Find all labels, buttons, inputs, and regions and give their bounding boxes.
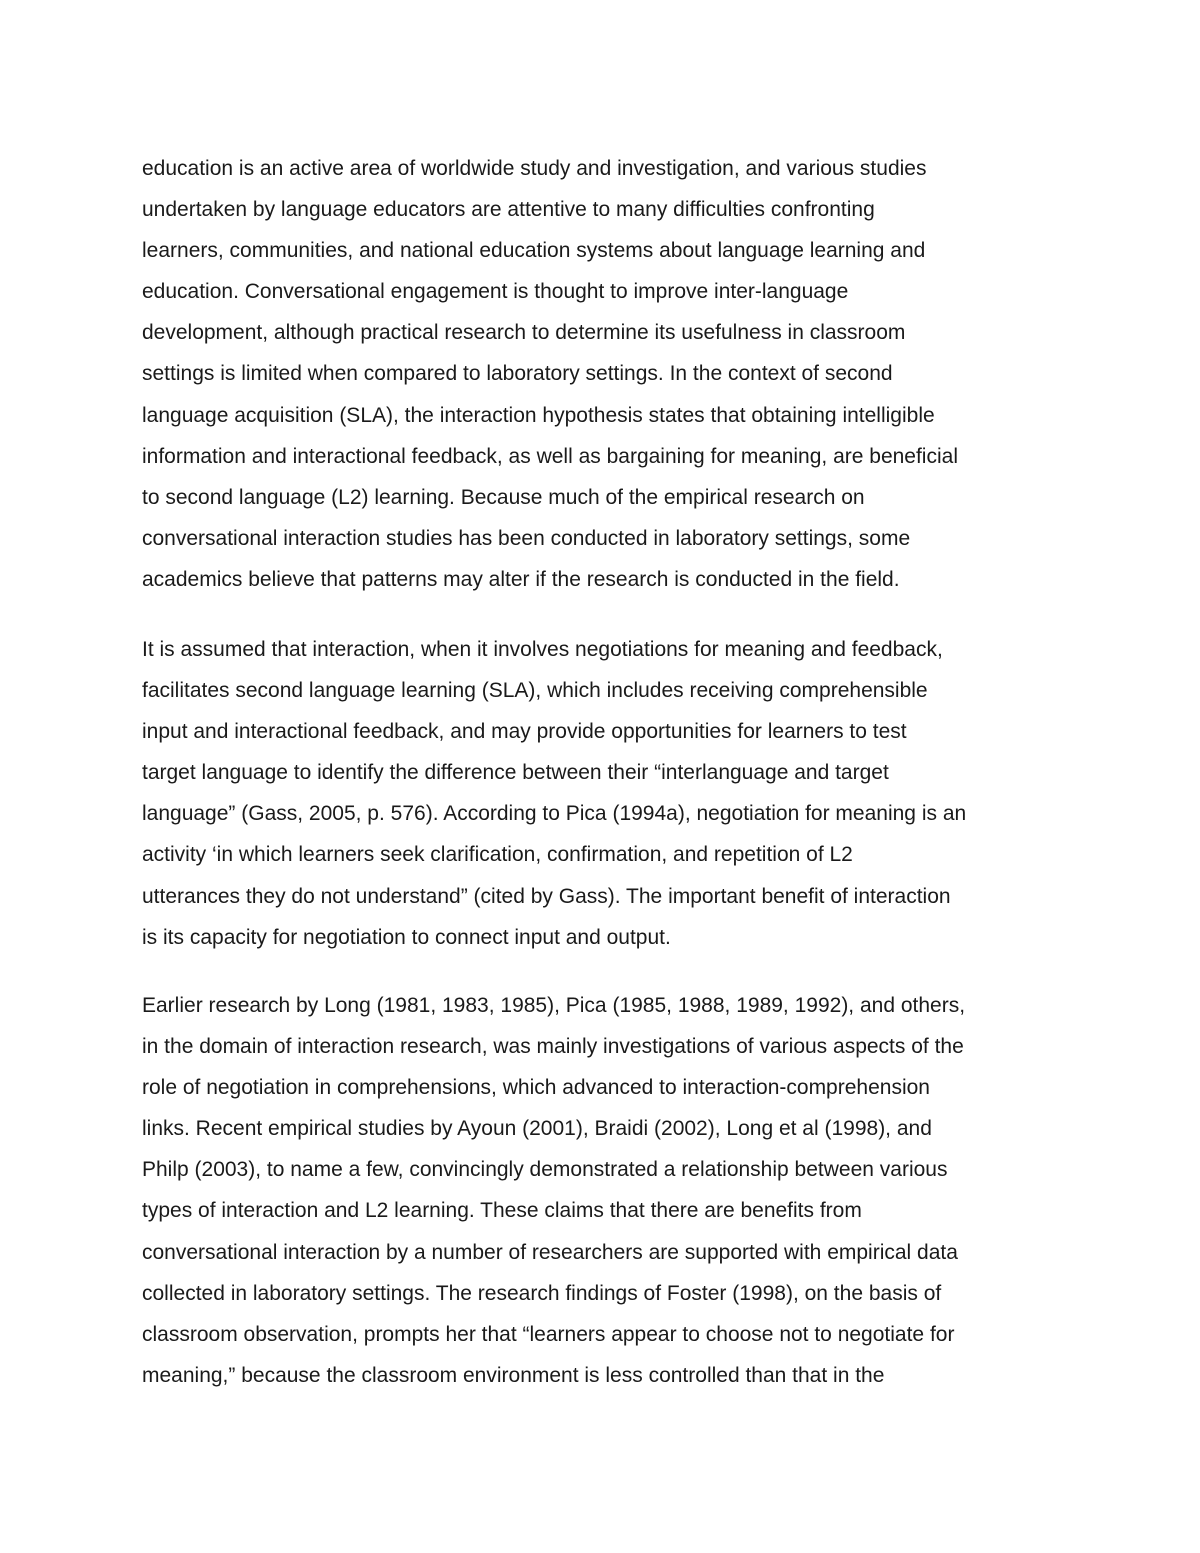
paragraph-line: academics believe that patterns may alter if the research is conducted in the field. [142, 567, 900, 591]
paragraph-line: education. Conversational engagement is thought to improve inter-language [142, 280, 849, 304]
paragraph-line: types of interaction and L2 learning. These claims that there are benefits from [142, 1199, 862, 1223]
paragraph-line: It is assumed that interaction, when it involves negotiations for meaning and feedback, [142, 638, 943, 661]
paragraph-line: activity ‘in which learners seek clarification, confirmation, and repetition of L2 [142, 843, 853, 867]
paragraph-2 [142, 629, 1070, 958]
paragraph-line: role of negotiation in comprehensions, which advanced to interaction-comprehension [142, 1076, 930, 1100]
paragraph-line: classroom observation, prompts her that “learners appear to choose not to negotiate for [142, 1322, 955, 1346]
paragraph-line: input and interactional feedback, and may provide opportunities for learners to test [142, 720, 907, 744]
paragraph-line: in the domain of interaction research, was mainly investigations of various aspects of the [142, 1035, 964, 1059]
paragraph-line: language” (Gass, 2005, p. 576). According to Pica (1994a), negotiation for meaning is an [142, 802, 967, 826]
paragraph-line: education is an active area of worldwide study and investigation, and various studies [142, 157, 927, 180]
paragraph-line: undertaken by language educators are attentive to many difficulties confronting [142, 198, 875, 222]
paragraph-line: facilitates second language learning (SLA), which includes receiving comprehensible [142, 679, 928, 703]
paragraph-line: meaning,” because the classroom environment is less controlled than that in the [142, 1363, 885, 1387]
paragraph-line: settings is limited when compared to laboratory settings. In the context of second [142, 362, 893, 386]
paragraph-line: learners, communities, and national education systems about language learning and [142, 239, 926, 263]
paragraph-line: conversational interaction by a number of researchers are supported with empirical data [142, 1240, 958, 1264]
paragraph-line: development, although practical research to determine its usefulness in classroom [142, 321, 906, 345]
paragraph-line: Philp (2003), to name a few, convincingly demonstrated a relationship between various [142, 1158, 948, 1182]
paragraph-line: collected in laboratory settings. The research findings of Foster (1998), on the basis of [142, 1281, 942, 1305]
paragraph-line: Earlier research by Long (1981, 1983, 1985), Pica (1985, 1988, 1989, 1992), and others, [142, 994, 966, 1017]
paragraph-line: is its capacity for negotiation to connect input and output. [142, 925, 671, 949]
paragraph-line: target language to identify the difference between their “interlanguage and target [142, 761, 889, 785]
paragraph-line: information and interactional feedback, as well as bargaining for meaning, are beneficial [142, 444, 958, 468]
paragraph-line: to second language (L2) learning. Because much of the empirical research on [142, 485, 865, 509]
paragraph-3 [142, 985, 1070, 1396]
paragraph-line: links. Recent empirical studies by Ayoun (2001), Braidi (2002), Long et al (1998), and [142, 1117, 932, 1141]
paragraph-line: utterances they do not understand” (cited by Gass). The important benefit of interaction [142, 884, 951, 908]
paragraph-1 [142, 148, 1070, 600]
paragraph-line: conversational interaction studies has been conducted in laboratory settings, some [142, 526, 911, 550]
paragraph-line: language acquisition (SLA), the interaction hypothesis states that obtaining intelligible [142, 403, 935, 427]
